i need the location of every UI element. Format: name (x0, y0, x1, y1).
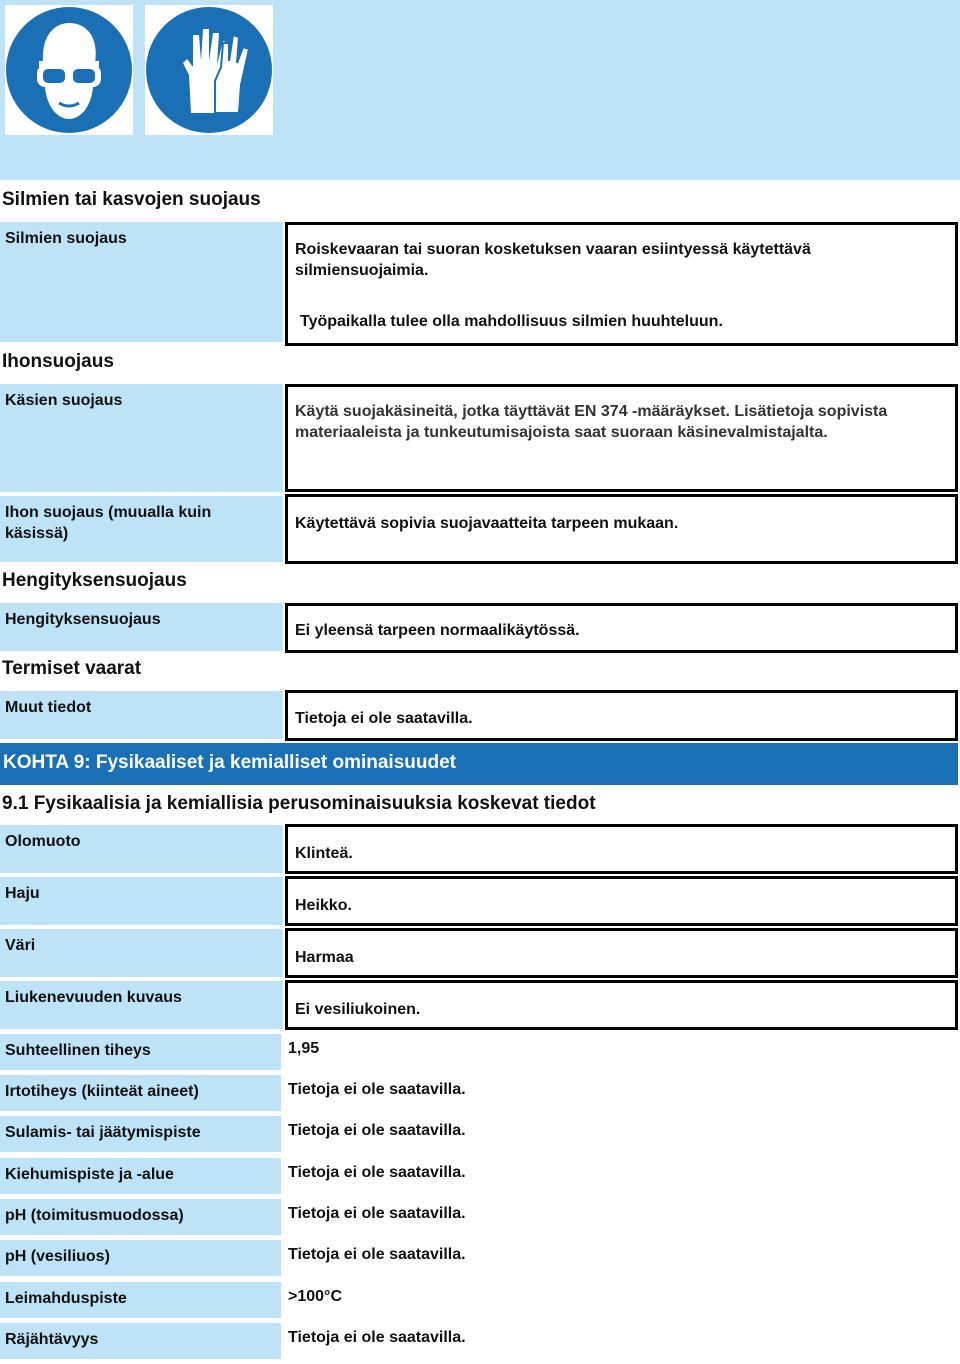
property-label: Väri (0, 929, 283, 977)
respiratory-label: Hengityksensuojaus (0, 603, 283, 651)
body-protection-label: Ihon suojaus (muualla kuin käsissä) (0, 496, 250, 562)
pictogram-band (0, 0, 960, 180)
eye-protection-heading: Silmien tai kasvojen suojaus (2, 189, 261, 210)
thermal-heading: Termiset vaarat (2, 658, 142, 679)
property-value: Klinteä. (285, 824, 958, 874)
property-value: >100°C (288, 1288, 342, 1305)
property-value: 1,95 (288, 1040, 320, 1057)
label-fill (250, 496, 283, 562)
property-label: pH (vesiliuos) (0, 1240, 281, 1276)
other-info-label: Muut tiedot (0, 691, 283, 739)
property-value: Tietoja ei ole saatavilla. (288, 1081, 466, 1098)
respiratory-heading: Hengityksensuojaus (2, 570, 187, 591)
property-label: Haju (0, 877, 283, 925)
property-label: Kiehumispiste ja -alue (0, 1158, 281, 1194)
eye-protection-label: Silmien suojaus (0, 222, 283, 342)
property-label: Räjähtävyys (0, 1323, 281, 1359)
hand-protection-value: Käytä suojakäsineitä, jotka täyttävät EN 374 -määräykset. Lisätietoja sopivista materiaaleista ja tunkeutumisajoista saat suoraan käsinevalmistajalta. (285, 384, 958, 492)
property-label: Leimahduspiste (0, 1282, 281, 1318)
eye-protection-text-1: Roiskevaaran tai suoran kosketuksen vaaran esiintyessä käytettävä silmiensuojaimia. (295, 241, 811, 279)
property-value: Tietoja ei ole saatavilla. (288, 1122, 466, 1139)
property-label: Sulamis- tai jäätymispiste (0, 1116, 281, 1152)
eye-protection-value (285, 222, 958, 346)
other-info-value: Tietoja ei ole saatavilla. (285, 690, 958, 741)
section-9-1-subtitle: 9.1 Fysikaalisia ja kemiallisia perusominaisuuksia koskevat tiedot (2, 793, 596, 814)
property-value: Tietoja ei ole saatavilla. (288, 1205, 466, 1222)
skin-protection-heading: Ihonsuojaus (2, 351, 114, 372)
safety-goggles-icon (5, 5, 133, 135)
property-label: Irtotiheys (kiinteät aineet) (0, 1075, 281, 1111)
property-label: Suhteellinen tiheys (0, 1034, 281, 1070)
property-label: Liukenevuuden kuvaus (0, 981, 283, 1029)
property-value: Harmaa (285, 928, 958, 978)
property-label: pH (toimitusmuodossa) (0, 1199, 281, 1235)
protective-gloves-icon (145, 5, 273, 135)
respiratory-value: Ei yleensä tarpeen normaalikäytössä. (285, 603, 958, 653)
hand-protection-label: Käsien suojaus (0, 384, 283, 492)
property-value: Ei vesiliukoinen. (285, 980, 958, 1030)
property-value: Tietoja ei ole saatavilla. (288, 1164, 466, 1181)
property-label: Olomuoto (0, 825, 283, 873)
body-protection-value: Käytettävä sopivia suojavaatteita tarpeen mukaan. (285, 494, 958, 564)
property-value: Heikko. (285, 876, 958, 926)
property-value: Tietoja ei ole saatavilla. (288, 1246, 466, 1263)
eye-protection-text-2: Työpaikalla tulee olla mahdollisuus silmien huuhteluun. (300, 313, 723, 330)
property-value: Tietoja ei ole saatavilla. (288, 1329, 466, 1346)
section-9-header: KOHTA 9: Fysikaaliset ja kemialliset ominaisuudet (0, 743, 958, 785)
